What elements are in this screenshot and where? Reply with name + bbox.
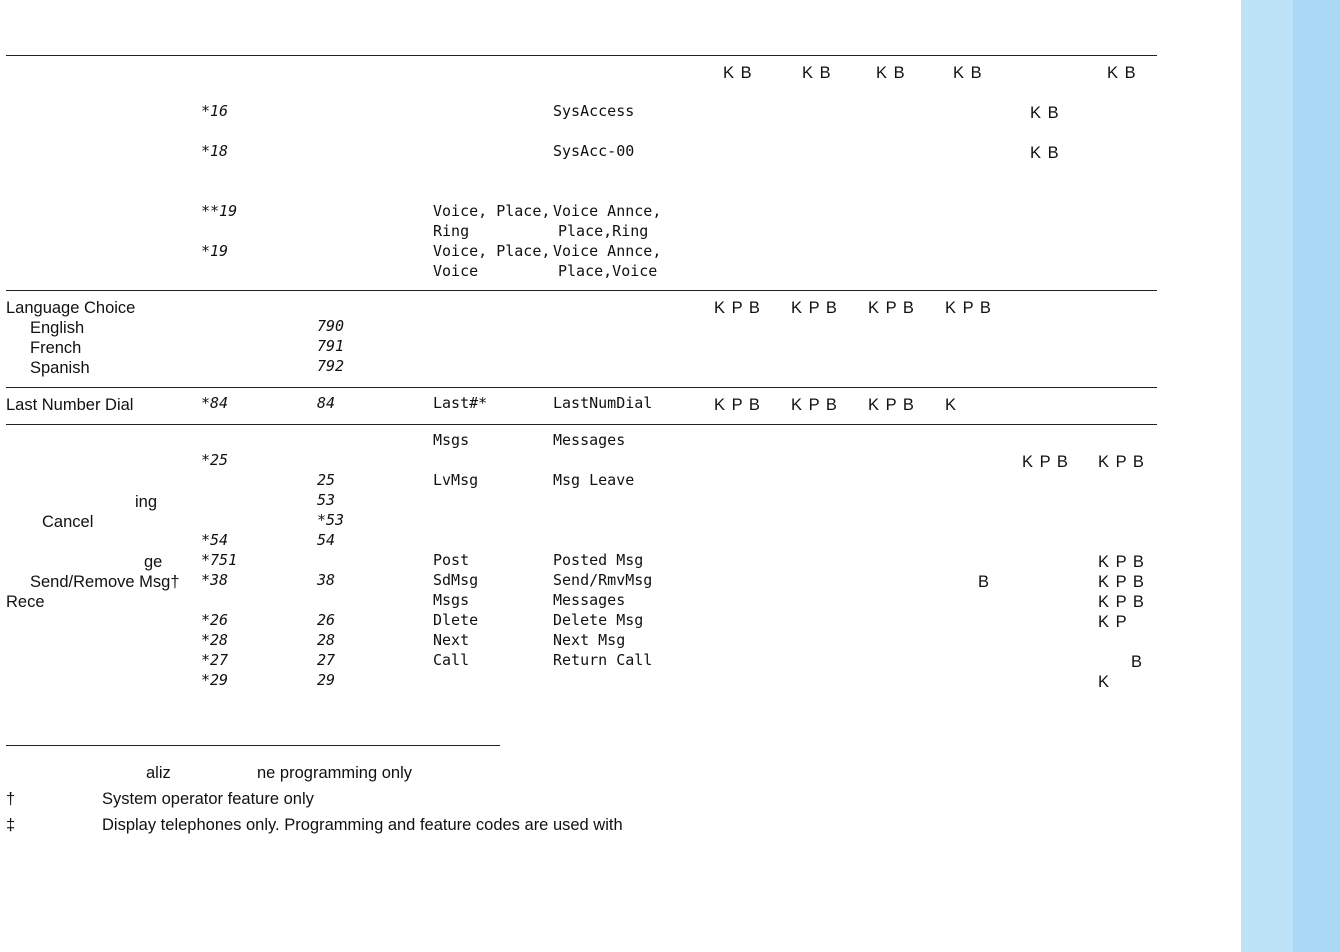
row-messages-lcd2: Delete Msg [553,611,644,629]
row-top-header-avail3: K B [876,64,905,82]
row-messages-feature-indent: Send/Remove Msg† [30,573,180,591]
row-messages-code2: 29 [317,671,336,689]
row-last-number-dial-avail1w: K P B [714,396,760,414]
row-language-choice-avail1w: K P B [714,299,760,317]
row-last-number-dial-avail4w: K [945,396,957,414]
row-language-choice-code2: 791 [317,337,345,355]
row-last-number-dial-feature: Last Number Dial [6,396,134,414]
row-language-choice-code2: 790 [317,317,345,335]
row-messages-frag-ge: ge [144,553,163,571]
row-messages-lcd1: Next [433,631,470,649]
row-language-choice-avail3w: K P B [868,299,914,317]
row-messages-frag-cancel: Cancel [42,513,94,531]
row-messages-code2: *53 [317,511,345,529]
row-messages-avail6w: K P B [1098,593,1144,611]
row-messages-frag-ing: ing [135,493,158,511]
row-messages-avail6w: K P [1098,613,1127,631]
row-sysaccess-avail5: K B [1030,104,1059,122]
row-messages-code2: 53 [317,491,336,509]
row-messages-avail6w: K [1098,673,1110,691]
row-messages-code1: *751 [201,551,238,569]
footnote-0-prefix: aliz [146,764,171,782]
row-messages-lcd1: Dlete [433,611,479,629]
row-messages-lcd2: Return Call [553,651,653,669]
row-messages-lcd1: Call [433,651,470,669]
row-last-number-dial-lcd1: Last#* [433,394,488,412]
row-messages-avail5w: K P B [1022,453,1068,471]
row-voice-ring-lcd1: Voice, Place, [433,202,551,220]
row-voice-voice-lcd2: Voice Annce, [553,242,662,260]
row-top-header-avail2: K B [802,64,831,82]
row-messages-lcd1: Post [433,551,470,569]
row-messages-code2: 25 [317,471,336,489]
row-rule [6,424,1157,425]
row-language-choice-feature: Language Choice [6,299,136,317]
row-messages-lcd2: Messages [553,431,626,449]
row-voice-voice-code1: *19 [201,242,229,260]
row-messages-avail6w: K P B [1098,553,1144,571]
row-messages-lcd2: Posted Msg [553,551,644,569]
row-sysaccess-code1: *16 [201,102,229,120]
row-messages-lcd2: Send/RmvMsg [553,571,653,589]
row-rule [6,55,1157,56]
footnote-rule [6,745,500,746]
row-language-choice-avail4w: K P B [945,299,991,317]
row-voice-ring-lcd2b: Place,Ring [558,222,649,240]
row-sysacc-00-code1: *18 [201,142,229,160]
row-rule [6,387,1157,388]
footnote-1-text: System operator feature only [102,790,314,808]
row-top-header-avail6: K B [1107,64,1136,82]
row-messages-feature: Rece [6,593,45,611]
row-messages-code1: *25 [201,451,229,469]
row-messages-code2: 38 [317,571,336,589]
row-language-choice-feature-indent: Spanish [30,359,90,377]
row-messages-lcd1: SdMsg [433,571,479,589]
row-voice-voice-lcd1: Voice, Place, [433,242,551,260]
row-messages-code2: 28 [317,631,336,649]
row-last-number-dial-code1: *84 [201,394,229,412]
row-voice-ring-code1: **19 [201,202,238,220]
row-messages-lcd1: Msgs [433,591,470,609]
row-messages-code1: *28 [201,631,229,649]
footnote-0-text: ne programming only [257,764,412,782]
footnote-2-text: Display telephones only. Programming and feature codes are used with [102,816,623,834]
row-messages-code2: 27 [317,651,336,669]
row-messages-lcd2: Next Msg [553,631,626,649]
margin-band-dark [1293,0,1340,952]
row-messages-avail6w: K P B [1098,573,1144,591]
row-messages-avail6w: K P B [1098,453,1144,471]
row-last-number-dial-lcd2: LastNumDial [553,394,653,412]
row-language-choice-feature-indent: French [30,339,82,357]
row-language-choice-avail2w: K P B [791,299,837,317]
row-last-number-dial-code2: 84 [317,394,336,412]
row-voice-ring-lcd2: Voice Annce, [553,202,662,220]
row-voice-ring-lcd1: Ring [433,222,470,240]
footnote-1-mark: † [6,790,16,808]
row-messages-code1: *26 [201,611,229,629]
row-sysaccess-lcd2: SysAccess [553,102,635,120]
row-messages-avail4b: B [978,573,990,591]
row-messages-code1: *29 [201,671,229,689]
row-top-header-avail1: K B [723,64,752,82]
row-messages-avail6b: B [1131,653,1143,671]
row-messages-code2: 54 [317,531,336,549]
row-messages-lcd2: Msg Leave [553,471,635,489]
row-language-choice-feature-indent: English [30,319,85,337]
margin-band-light [1241,0,1293,952]
row-voice-voice-lcd2b: Place,Voice [558,262,658,280]
footnote-2-mark: ‡ [6,816,16,834]
row-messages-code2: 26 [317,611,336,629]
row-sysacc-00-lcd2: SysAcc-00 [553,142,635,160]
row-messages-lcd1: Msgs [433,431,470,449]
row-messages-code1: *38 [201,571,229,589]
row-rule [6,290,1157,291]
row-messages-code1: *27 [201,651,229,669]
row-top-header-avail4: K B [953,64,982,82]
row-last-number-dial-avail3w: K P B [868,396,914,414]
row-last-number-dial-avail2w: K P B [791,396,837,414]
row-messages-lcd2: Messages [553,591,626,609]
row-messages-code1: *54 [201,531,229,549]
row-sysacc-00-avail5: K B [1030,144,1059,162]
row-messages-lcd1: LvMsg [433,471,479,489]
row-voice-voice-lcd1: Voice [433,262,479,280]
row-language-choice-code2: 792 [317,357,345,375]
